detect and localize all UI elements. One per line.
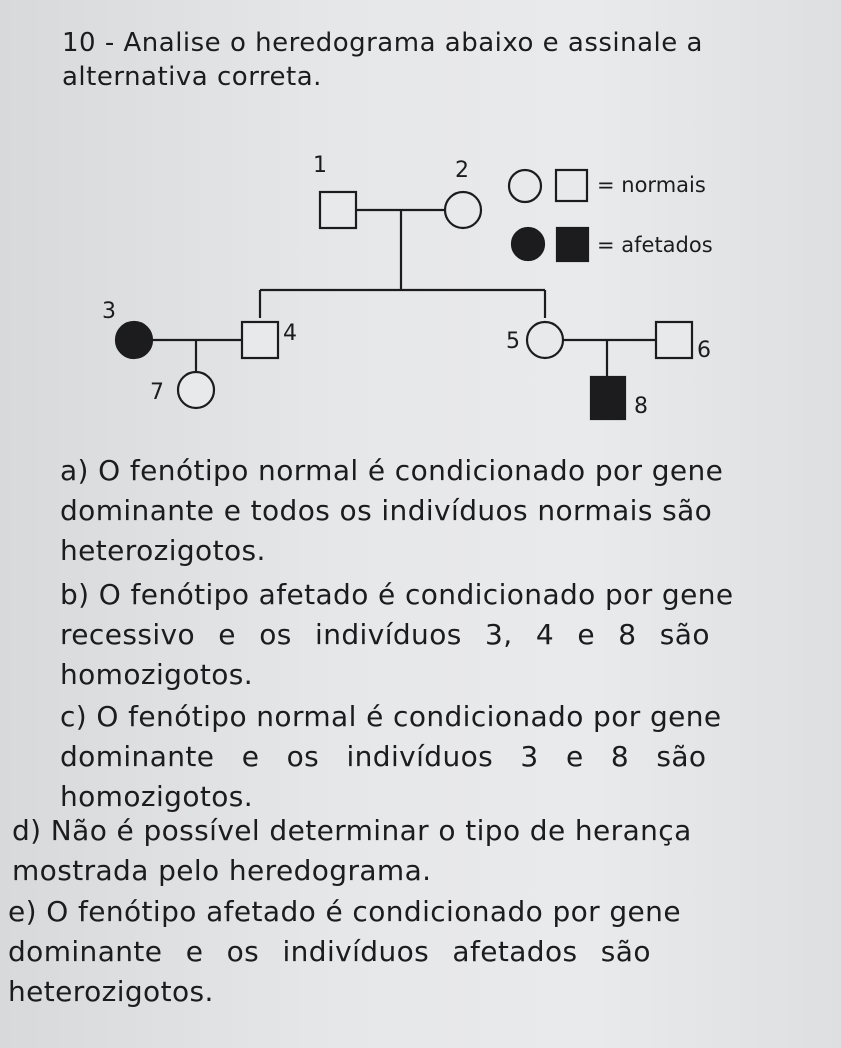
option-d-line-1: d) Não é possível determinar o tipo de herança	[12, 814, 692, 847]
option-b-line-1: b) O fenótipo afetado é condicionado por gene	[60, 578, 734, 611]
label-individual-5: 5	[506, 329, 520, 354]
legend-normal-label: = normais	[597, 173, 706, 197]
option-a-line-3: heterozigotos.	[60, 534, 266, 567]
individual-1-normal-male	[320, 192, 356, 228]
question-title-line-2: alternativa correta.	[62, 62, 322, 92]
option-b-line-2: recessivo e os indivíduos 3, 4 e 8 são	[60, 618, 710, 651]
option-c[interactable]	[60, 697, 800, 817]
question-title-line-1: 10 - Analise o heredograma abaixo e assinale a	[62, 28, 703, 58]
option-c-line-2: dominante e os indivíduos 3 e 8 são	[60, 740, 707, 773]
legend-normal-male-symbol	[556, 170, 587, 201]
option-c-line-1: c) O fenótipo normal é condicionado por gene	[60, 700, 722, 733]
option-e[interactable]	[8, 892, 818, 1012]
label-individual-3: 3	[102, 299, 116, 324]
option-b[interactable]	[60, 575, 790, 695]
option-e-line-3: heterozigotos.	[8, 975, 214, 1008]
pedigree-legend	[509, 170, 713, 261]
option-c-line-3: homozigotos.	[60, 780, 254, 813]
option-a[interactable]	[60, 451, 785, 571]
option-a-line-1: a) O fenótipo normal é condicionado por gene	[60, 454, 724, 487]
individual-5-normal-female	[527, 322, 563, 358]
individual-8-affected-male	[591, 377, 625, 419]
label-individual-8: 8	[634, 394, 648, 419]
legend-affected-female-symbol	[512, 228, 544, 260]
label-individual-6: 6	[697, 338, 711, 363]
option-d[interactable]	[12, 811, 802, 891]
individual-6-normal-male	[656, 322, 692, 358]
individual-7-normal-female	[178, 372, 214, 408]
option-a-line-2: dominante e todos os indivíduos normais são	[60, 494, 713, 527]
option-b-line-3: homozigotos.	[60, 658, 254, 691]
legend-normal-female-symbol	[509, 170, 541, 202]
question-title	[62, 26, 782, 94]
label-individual-2: 2	[455, 158, 469, 183]
label-individual-7: 7	[150, 380, 164, 405]
individual-4-normal-male	[242, 322, 278, 358]
option-d-line-2: mostrada pelo heredograma.	[12, 854, 432, 887]
option-e-line-1: e) O fenótipo afetado é condicionado por gene	[8, 895, 681, 928]
label-individual-1: 1	[313, 153, 327, 178]
legend-affected-label: = afetados	[597, 233, 713, 257]
option-e-line-2: dominante e os indivíduos afetados são	[8, 935, 651, 968]
individual-3-affected-female	[116, 322, 152, 358]
pedigree-chart	[0, 130, 841, 440]
legend-affected-male-symbol	[557, 228, 588, 261]
individual-2-normal-female	[445, 192, 481, 228]
label-individual-4: 4	[283, 321, 297, 346]
